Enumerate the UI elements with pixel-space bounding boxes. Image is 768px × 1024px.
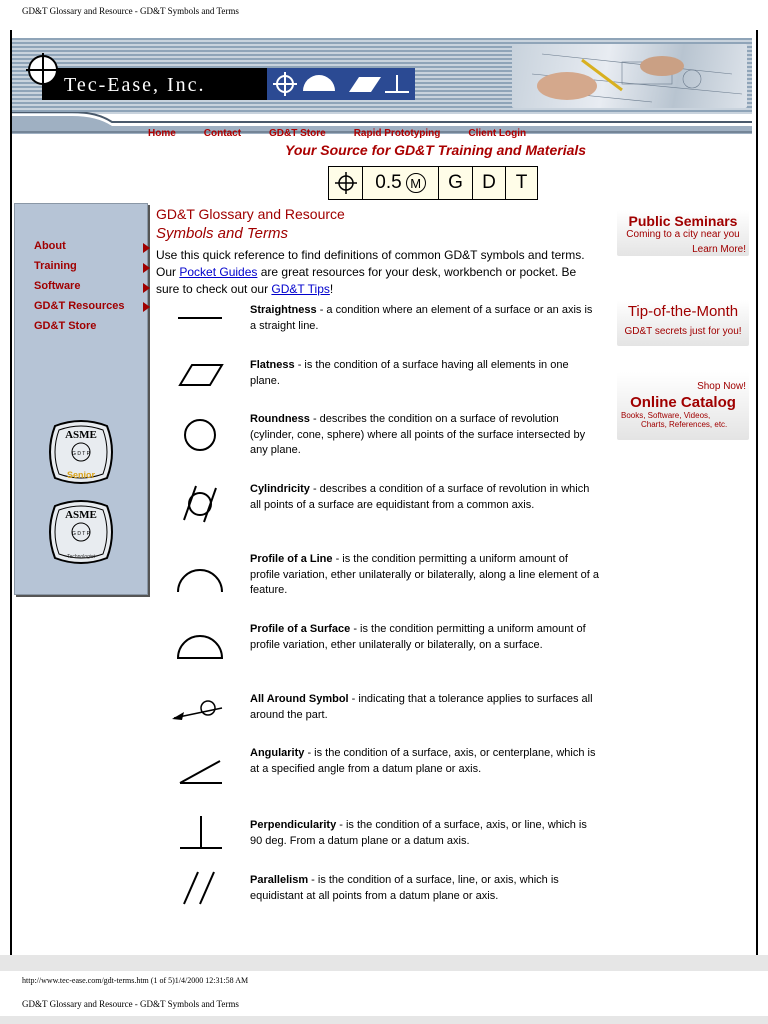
term-desc: - a condition where an element of a surface or an axis is a straight line. (250, 304, 593, 332)
angularity-icon (170, 755, 230, 795)
intro-text-1: Use this quick reference to find definitions of common GD&T symbols and terms. Our (156, 248, 585, 279)
term-name: Angularity (250, 747, 305, 759)
seal-caption: Senior (66, 470, 96, 480)
term-name: Profile of a Surface (250, 623, 351, 635)
term-name: Perpendicularity (250, 819, 337, 831)
term-cylindricity (250, 482, 600, 513)
term-name: Profile of a Line (250, 553, 333, 565)
term-name: Cylindricity (250, 483, 310, 495)
page-subtitle: Symbols and Terms (156, 225, 288, 242)
sidebar-item-gdt-resources[interactable]: GD&T Resources (34, 300, 125, 312)
sidebar-item-software[interactable]: Software (34, 280, 81, 292)
term-perpendicularity (250, 818, 600, 849)
nav-prototyping-link[interactable]: Rapid Prototyping (353, 128, 441, 139)
term-desc: - is the condition permitting a uniform amount of profile variation, ether unilaterally or bilaterally, on a surface. (250, 623, 586, 651)
term-name: Roundness (250, 413, 310, 425)
submenu-arrow-icon[interactable] (143, 302, 150, 312)
nav-home-link[interactable]: Home (148, 128, 176, 139)
print-footer-title: GD&T Glossary and Resource - GD&T Symbols and Terms (22, 999, 239, 1009)
blueprint-hands-image (512, 44, 747, 108)
term-profile-line (250, 552, 600, 599)
term-angularity (250, 746, 600, 777)
position-icon (273, 72, 297, 96)
all-around-icon (170, 690, 230, 730)
cylindricity-icon (170, 484, 230, 524)
feature-control-frame (328, 166, 538, 200)
profile-line-icon (170, 560, 230, 600)
company-logo-text[interactable]: Tec-Ease, Inc. (64, 74, 206, 96)
asme-senior-seal (45, 418, 117, 486)
shop-now-link[interactable]: Shop Now! (697, 381, 746, 392)
nav-contact-link[interactable]: Contact (203, 128, 242, 139)
side-menu (34, 240, 124, 340)
term-desc: - indicating that a tolerance applies to surfaces all around the part. (250, 693, 593, 721)
term-name: All Around Symbol (250, 693, 349, 705)
seminars-text: Coming to a city near you (626, 229, 740, 240)
straightness-icon (170, 298, 230, 338)
term-desc: - is the condition of a surface, axis, or centerplane, which is at a specified angle from a datum plane or axis. (250, 747, 596, 775)
term-desc: - is the condition of a surface, line, or axis, which is equidistant at all points from a datum plane or axis. (250, 874, 559, 902)
banner-photo (512, 44, 747, 108)
tagline: Your Source for GD&T Training and Materials (285, 142, 587, 158)
flatness-icon (349, 77, 381, 92)
perpendicularity-icon (385, 75, 409, 92)
logo-crosshair-icon (26, 53, 60, 87)
term-name: Flatness (250, 359, 295, 371)
term-all-around (250, 692, 600, 723)
seal-letters: G D T P (72, 451, 90, 457)
term-desc: - describes the condition on a surface of revolution (cylinder, cone, sphere) where all points of the surface intersected by any plane. (250, 413, 586, 456)
term-name: Straightness (250, 304, 317, 316)
sidebar-item-training[interactable]: Training (34, 260, 77, 272)
page-title: GD&T Glossary and Resource (156, 206, 345, 222)
sidebar-item-about[interactable]: About (34, 240, 66, 252)
term-roundness (250, 412, 600, 459)
seal-letters: G D T P (72, 531, 90, 537)
catalog-text-1: Books, Software, Videos, (621, 411, 711, 420)
submenu-arrow-icon[interactable] (143, 263, 150, 273)
nav-store-link[interactable]: GD&T Store (269, 128, 326, 139)
fcf-modifier: M (406, 173, 426, 193)
catalog-promo[interactable] (617, 372, 749, 440)
tip-text: GD&T secrets just for you! (624, 326, 742, 337)
sidebar-item-gdt-store[interactable]: GD&T Store (34, 320, 97, 332)
top-nav (148, 128, 568, 142)
tip-title[interactable]: Tip-of-the-Month (627, 303, 739, 320)
banner (12, 38, 752, 134)
seal-word: ASME (65, 509, 97, 521)
fcf-datum-d: D (473, 167, 506, 199)
term-desc: - is the condition permitting a uniform amount of profile variation, ether unilaterally or bilaterally, along a line element of a feature. (250, 553, 599, 596)
position-icon (329, 167, 363, 199)
gdt-symbol-bar (267, 68, 415, 100)
intro-paragraph (156, 247, 596, 298)
print-footer-url: http://www.tec-ease.com/gdt-terms.htm (1 of 5)1/4/2000 12:31:58 AM (22, 976, 249, 985)
seminars-promo[interactable] (617, 210, 749, 256)
learn-more-link[interactable]: Learn More! (692, 244, 746, 255)
seal-caption: Technologist (67, 554, 95, 560)
page-break-strip (0, 955, 768, 971)
perpendicularity-icon (170, 812, 230, 852)
term-desc: - describes a condition of a surface of revolution in which all points of a surface are equidistant from a common axis. (250, 483, 590, 511)
fcf-tolerance: 0.5 (375, 172, 402, 193)
submenu-arrow-icon[interactable] (143, 283, 150, 293)
fcf-datum-t: T (515, 172, 528, 193)
catalog-text-2: Charts, References, etc. (641, 420, 728, 429)
term-desc: - is the condition of a surface having all elements in one plane. (250, 359, 569, 387)
catalog-title[interactable]: Online Catalog (630, 394, 736, 411)
term-name: Parallelism (250, 874, 309, 886)
asme-technologist-seal (45, 498, 117, 566)
profile-surface-icon (303, 75, 335, 91)
term-straightness (250, 303, 600, 334)
fcf-datum-g: G (439, 167, 473, 199)
term-parallelism (250, 873, 600, 904)
flatness-icon (170, 355, 230, 395)
term-desc: - is the condition of a surface, axis, or line, which is 90 deg. From a datum plane or a datum axis. (250, 819, 587, 847)
intro-text-3: ! (329, 282, 334, 296)
profile-surface-icon (170, 624, 230, 664)
fcf-tolerance-cell (363, 167, 439, 199)
intro-text-2: are great resources for your desk, workbench or pocket. Be sure to check out our (156, 265, 577, 296)
submenu-arrow-icon[interactable] (143, 243, 150, 253)
seal-word: ASME (65, 429, 97, 441)
nav-client-login-link[interactable]: Client Login (468, 128, 527, 139)
term-profile-surface (250, 622, 600, 653)
print-header-title: GD&T Glossary and Resource - GD&T Symbols and Terms (22, 6, 239, 16)
page-break-strip (0, 1016, 768, 1024)
parallelism-icon (170, 868, 230, 908)
roundness-icon (170, 415, 230, 455)
term-flatness (250, 358, 600, 389)
gdt-tips-link[interactable]: GD&T Tips (271, 282, 330, 296)
pocket-guides-link[interactable]: Pocket Guides (179, 265, 258, 279)
seminars-title[interactable]: Public Seminars (628, 213, 738, 229)
tip-promo[interactable] (617, 300, 749, 346)
